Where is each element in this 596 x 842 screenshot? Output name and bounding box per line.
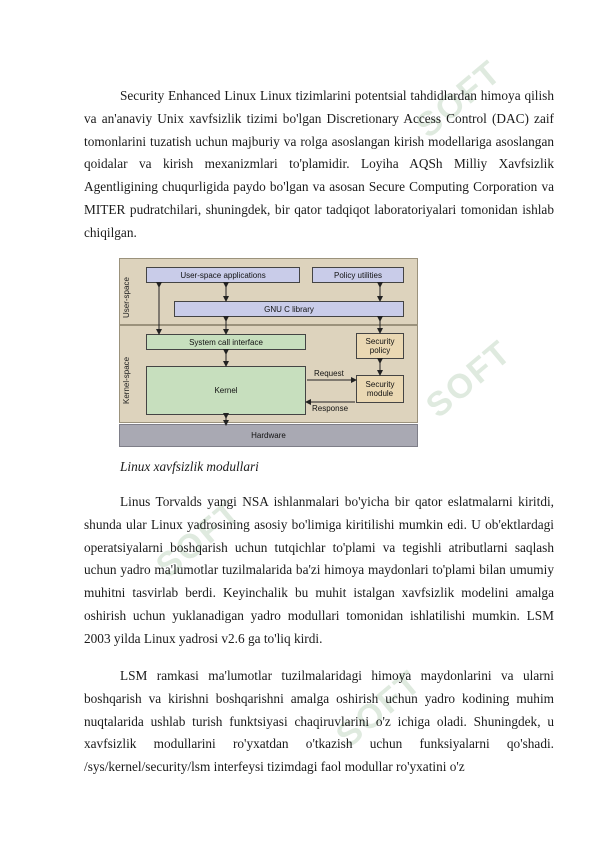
user-space-applications-box: User-space applications (146, 267, 300, 283)
paragraph-lsm-framework: LSM ramkasi ma'lumotlar tuzilmalaridagi himoya maydonlarini va ularni boshqarish va kirishni boshqarishni amalga oshirish uchun yadro kodining muhim nuqtalarida ushlab turish funktsiyasi chaqiruvlarini o'z ichiga oladi. Shuningdek, u xavfsizlik modullarini ro'yxatdan o'tkazish uchun funksiyalarni qo'shadi. /sys/kernel/security/lsm interfeysi tizimdagi faol modullar ro'yxatini o'z (84, 668, 554, 775)
security-module-box: Security module (356, 375, 404, 403)
security-policy-box: Security policy (356, 333, 404, 359)
kernel-space-label: Kernel-space (122, 356, 131, 404)
policy-utilities-box: Policy utilities (312, 267, 404, 283)
user-space-label: User-space (122, 277, 131, 318)
watermark: SOFT (329, 662, 430, 756)
kernel-box: Kernel (146, 366, 306, 415)
watermark: SOFT (419, 332, 520, 426)
request-label: Request (314, 369, 344, 378)
response-label: Response (312, 404, 349, 413)
system-call-interface-box: System call interface (146, 334, 306, 350)
hardware-layer: Hardware (119, 424, 418, 447)
paragraph-lsm-history: Linus Torvalds yangi NSA ishlanmalari bo'yicha bir qator eslatmalarni kiritdi, shunda ular Linux yadrosining asosiy bo'limiga kiritilishi mumkin edi. U ob'ektlardagi operatsiyalarni boshqarish uchun tutqichlar to'plami va tegishli atributlarni saqlash uchun yadro ma'lumotlar tuzilmalarida ba'zi himoya maydonlari to'plami bilan umumiy muhitni tasvirlab berdi. Keyinchalik bu muhit istalgan xavfsizlik modelini amalga oshirish uchun yuklanadigan yadro modullari tomonidan ishlatilishi mumkin. LSM 2003 yilda Linux yadrosi v2.6 ga to'liq kirdi. (84, 494, 554, 646)
gnu-c-library-box: GNU C library (174, 301, 404, 317)
lsm-architecture-diagram (119, 258, 419, 450)
watermark: SOFT (409, 52, 510, 146)
paragraph-selinux-intro: Security Enhanced Linux Linux tizimlarini potentsial tahdidlardan himoya qilish va an'anaviy Unix xavfsizlik tizimi bo'lgan Discretionary Access Control (DAC) zaif tomonlarini tuzatish uchun majburiy va rolga asoslangan kirish modellariga asoslangan qoidalar va kirish mexanizmlari to'plamidir. Loyiha AQSh Milliy Xavfsizlik Agentligining chuqurligida paydo bo'lgan va asosan Secure Computing Corporation va MITER pudratchilari, shuningdek, bir qator tadqiqot laboratoriyalari tomonidan ishlab chiqilgan. (84, 88, 554, 240)
watermark: SOFT (149, 492, 250, 586)
figure-caption: Linux xavfsizlik modullari (120, 459, 259, 474)
diagram-arrows (119, 258, 419, 450)
